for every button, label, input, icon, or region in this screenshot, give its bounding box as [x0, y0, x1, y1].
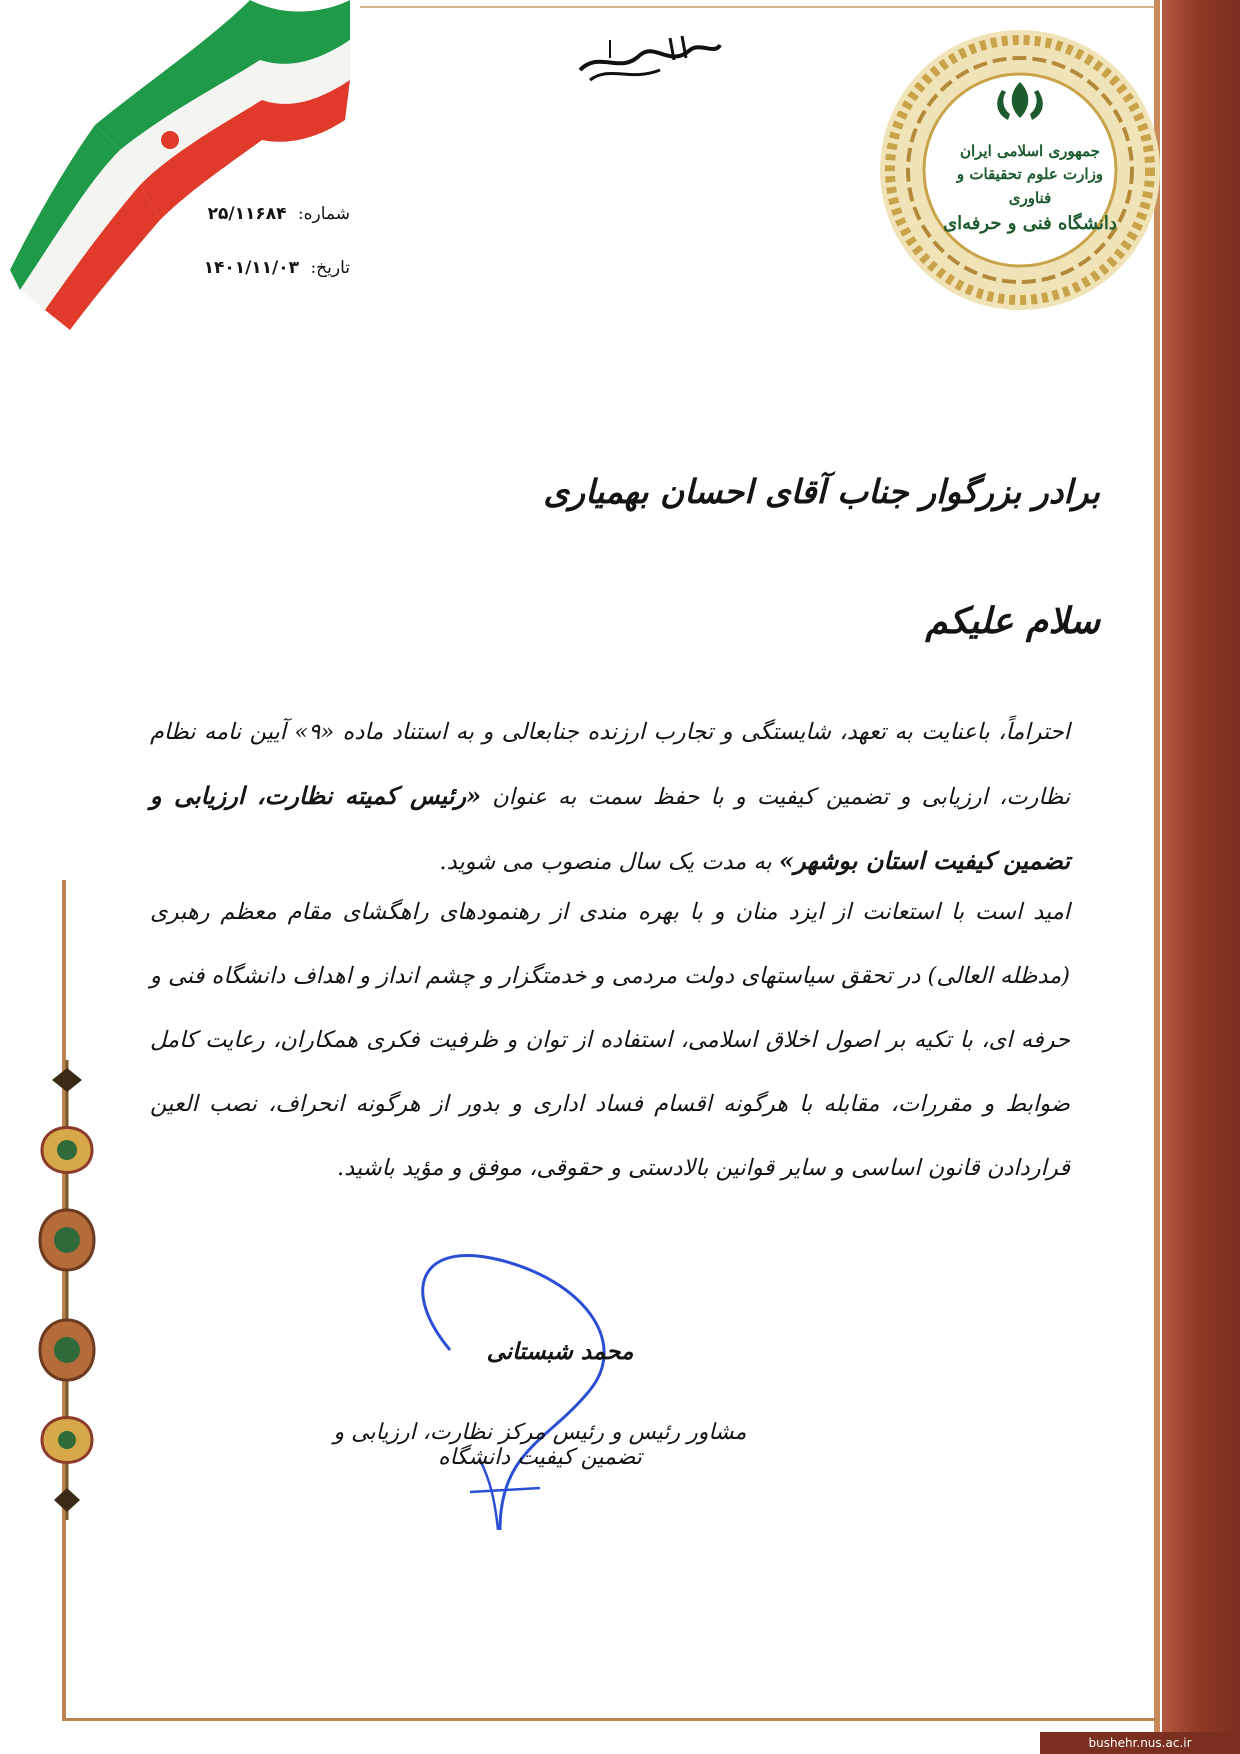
letter-date-label: تاریخ: [310, 258, 350, 278]
appointment-text-start: احتراماً، باعنایت به تعهد، شایستگی و تجارب ارزنده جنابعالی و به استناد ماده «۹» آیین نامه نظام نظارت، ارزیابی و تضمین کیفیت و با حفظ سمت به عنوان [150, 719, 1071, 810]
emblem-country: جمهوری اسلامی ایران [959, 142, 1101, 160]
top-frame-line [360, 6, 1156, 8]
greeting: سلام علیکم [925, 600, 1100, 642]
emblem-ministry: وزارت علوم تحقیقات و فناوری [956, 165, 1104, 207]
letter-number [208, 204, 350, 224]
letter-date-value: ۱۴۰۱/۱۱/۰۳ [203, 258, 300, 278]
reference-box [202, 196, 356, 300]
letter-number-value: ۲۵/۱۱۶۸۴ [207, 204, 287, 224]
footer-website-url: bushehr.nus.ac.ir [1040, 1732, 1240, 1754]
emblem-university: دانشگاه فنی و حرفه‌ای [943, 212, 1117, 234]
letter-number-label: شماره: [297, 204, 350, 224]
recipient-line: برادر بزرگوار جناب آقای احسان بهمیاری [543, 472, 1100, 511]
signatory-name: محمد شبستانی [486, 1338, 634, 1365]
letter-date [204, 258, 350, 278]
right-brown-frame [1162, 0, 1240, 1754]
appointment-text-end: به مدت یک سال منصوب می شوید. [439, 849, 779, 875]
bottom-frame-line [62, 1718, 1156, 1721]
handwritten-signature-icon [380, 1230, 680, 1530]
wishes-paragraph: امید است با استعانت از ایزد منان و با بهره مندی از رهنمودهای راهگشای مقام معظم رهبری (مدظله العالی) در تحقق سیاستهای دولت مردمی و خدمتگزار و چشم انداز و اهداف دانشگاه فنی و حرفه ای، با تکیه بر اصول اخلاق اسلامی، استفاده از توان و ظرفیت فکری همکاران، رعایت کامل ضوابط و مقررات، مقابله با هرگونه اقسام فساد اداری و بدور از هرگونه انحراف، نصب العین قراردادن قانون اساسی و سایر قوانین بالادستی و حقوقی، موفق و مؤید باشید. [150, 899, 1070, 1181]
appointment-paragraph [150, 700, 1070, 894]
emblem-caption [940, 140, 1120, 238]
ornament-column-icon [32, 1060, 102, 1520]
signatory-title: مشاور رئیس و رئیس مرکز نظارت، ارزیابی و تضمین کیفیت دانشگاه [333, 1420, 747, 1470]
bismillah-calligraphy-icon [570, 30, 730, 90]
appointment-position: «رئیس کمیته نظارت، ارزیابی و تضمین کیفیت استان بوشهر» [150, 781, 1070, 875]
